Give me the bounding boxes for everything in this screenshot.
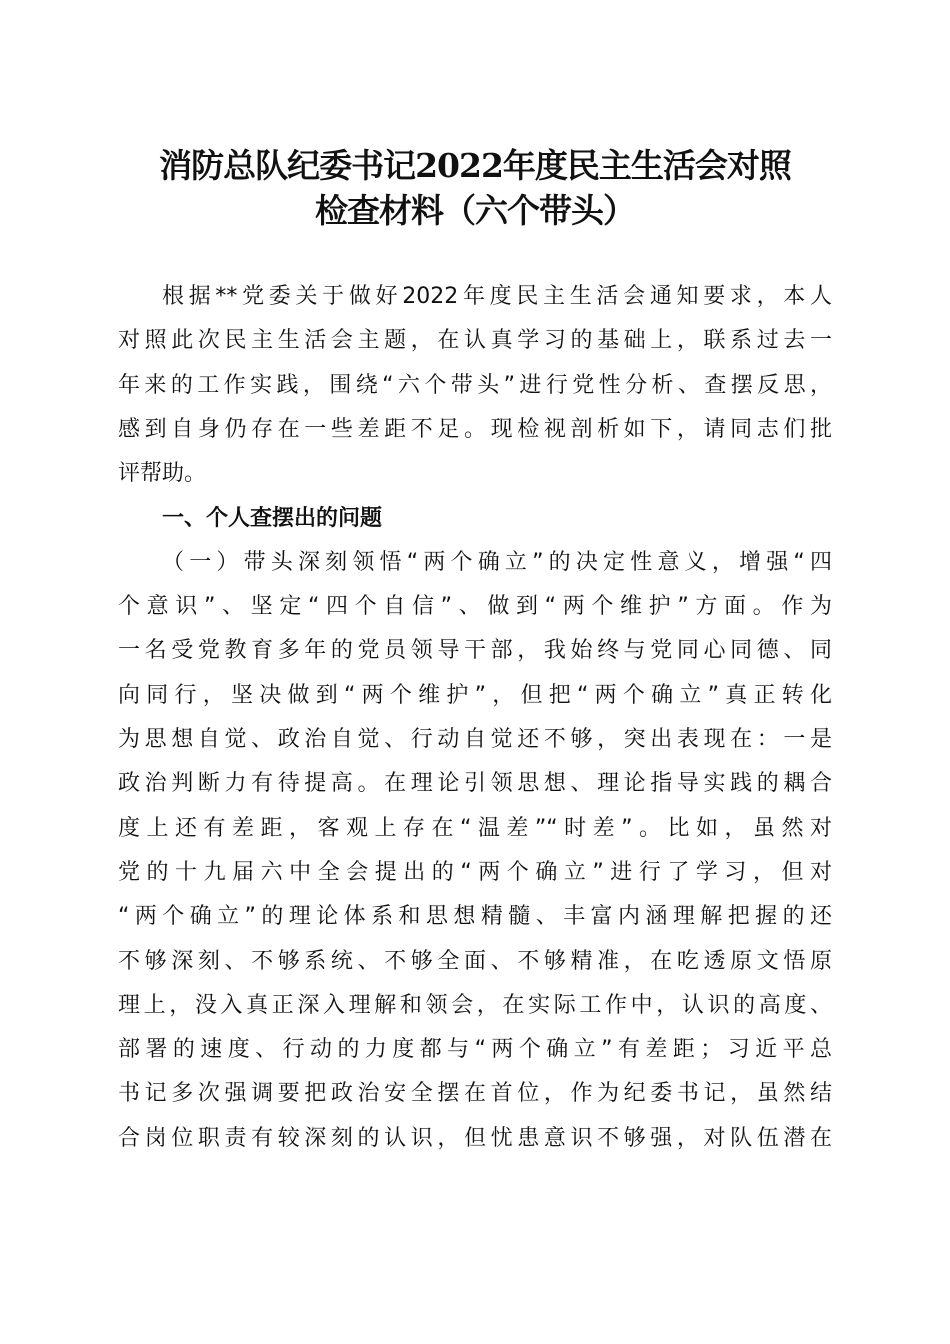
paragraph-line: 部署的速度、行动的力度都与“两个确立”有差距；习近平总 bbox=[118, 1037, 832, 1063]
paragraph-line: 向同行，坚决做到“两个维护”，但把“两个确立”真正转化 bbox=[118, 682, 832, 708]
paragraph-line: 个意识”、坚定“四个自信”、做到“两个维护”方面。作为 bbox=[118, 594, 832, 620]
paragraph-line: 为思想自觉、政治自觉、行动自觉还不够，突出表现在：一是 bbox=[118, 727, 832, 752]
section-heading: 一、个人查摆出的问题 bbox=[162, 505, 383, 531]
paragraph-line: 年来的工作实践，围绕“六个带头”进行党性分析、查摆反思， bbox=[118, 372, 832, 398]
paragraph-line: 合岗位职责有较深刻的认识，但忧患意识不够强，对队伍潜在 bbox=[118, 1125, 832, 1151]
paragraph-line: 评帮助。 bbox=[118, 461, 207, 487]
paragraph-line: 度上还有差距，客观上存在“温差”“时差”。比如，虽然对 bbox=[118, 815, 832, 841]
paragraph-line: 对照此次民主生活会主题，在认真学习的基础上，联系过去一 bbox=[118, 328, 832, 354]
paragraph-line: 书记多次强调要把政治安全摆在首位，作为纪委书记，虽然结 bbox=[118, 1081, 832, 1107]
title-line-2: 检查材料（六个带头） bbox=[315, 191, 635, 230]
paragraph-line: 感到自身仍存在一些差距不足。现检视剖析如下，请同志们批 bbox=[118, 416, 832, 442]
paragraph-line: 不够深刻、不够系统、不够全面、不够精准，在吃透原文悟原 bbox=[118, 948, 832, 974]
paragraph-line: “两个确立”的理论体系和思想精髓、丰富内涵理解把握的还 bbox=[118, 904, 832, 930]
paragraph-line: 政治判断力有待提高。在理论引领思想、理论指导实践的耦合 bbox=[118, 771, 832, 797]
paragraph-line: 一名受党教育多年的党员领导干部，我始终与党同心同德、同 bbox=[118, 638, 832, 664]
paragraph-line: 理上，没入真正深入理解和领会，在实际工作中，认识的高度、 bbox=[118, 992, 832, 1018]
paragraph-line: （一）带头深刻领悟“两个确立”的决定性意义，增强“四 bbox=[162, 549, 832, 575]
title-line-1: 消防总队纪委书记2022年度民主生活会对照 bbox=[159, 146, 791, 185]
paragraph-line: 根据**党委关于做好2022年度民主生活会通知要求，本人 bbox=[162, 284, 832, 309]
paragraph-line: 党的十九届六中全会提出的“两个确立”进行了学习，但对 bbox=[118, 859, 832, 885]
